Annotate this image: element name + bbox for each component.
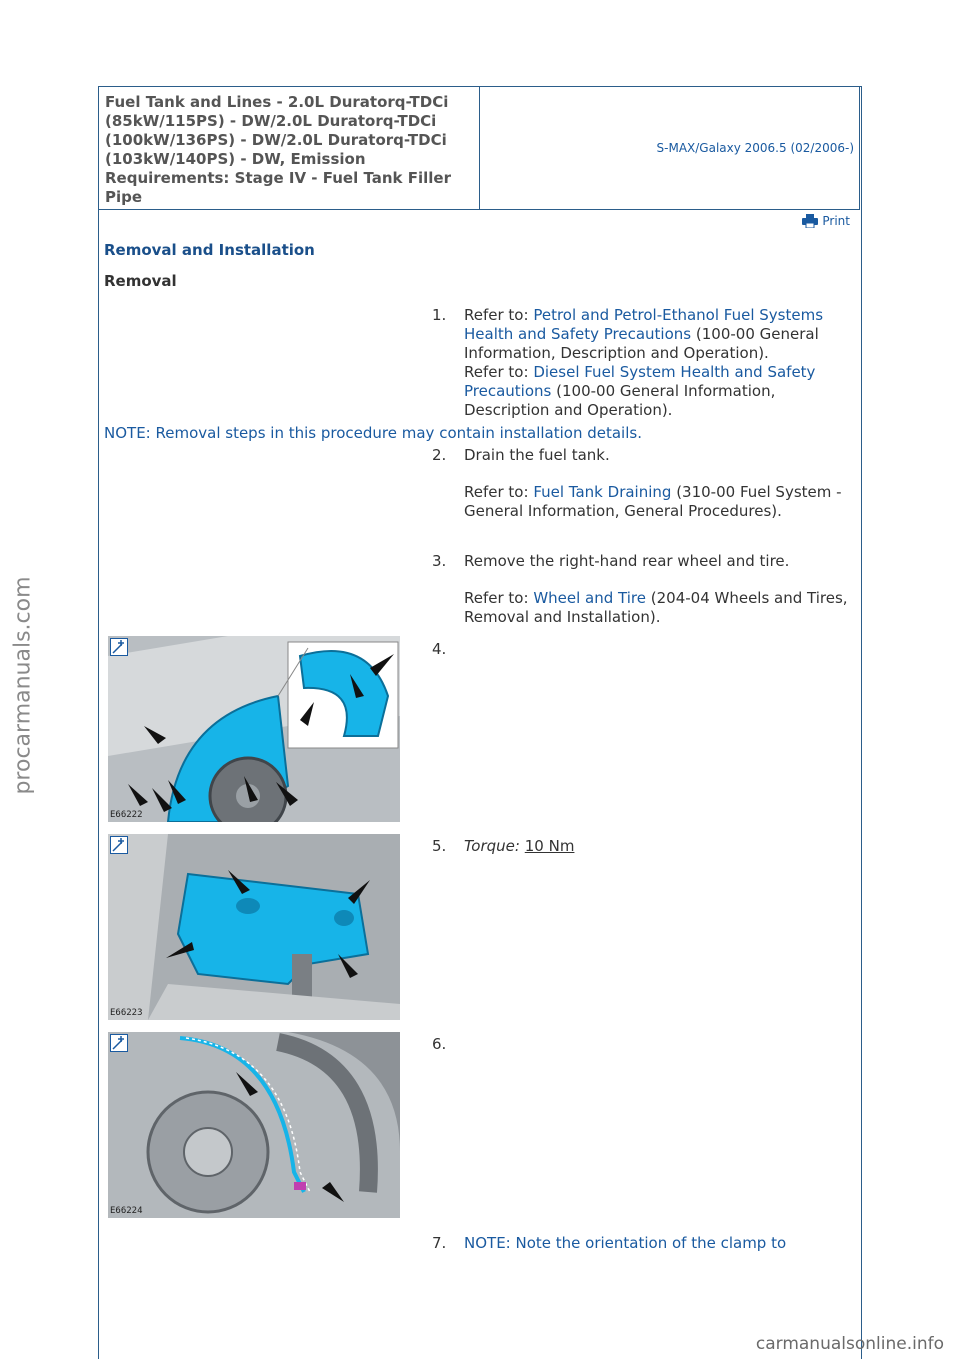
- step-number: 4.: [432, 640, 447, 658]
- refer-label: Refer to:: [464, 306, 529, 324]
- figure-e66224[interactable]: [108, 1032, 400, 1218]
- step-number: 6.: [432, 1035, 447, 1053]
- link-fuel-tank-draining[interactable]: Fuel Tank Draining: [533, 483, 672, 501]
- printer-icon: [802, 214, 818, 228]
- refer-label: Refer to:: [464, 483, 529, 501]
- zoom-icon[interactable]: [110, 836, 128, 854]
- print-button[interactable]: [802, 214, 850, 228]
- figure-code: E66223: [110, 1008, 143, 1018]
- print-label: Print: [822, 214, 850, 228]
- side-watermark-text: procarmanuals.com: [10, 575, 36, 795]
- step-body: [464, 552, 854, 627]
- reference-tail: (204-04 Wheels and Tires, Removal and Installation).: [464, 589, 848, 626]
- document-title: Fuel Tank and Lines - 2.0L Duratorq-TDCi (85kW/115PS) - DW/2.0L Duratorq-TDCi (100kW/136PS) - DW/2.0L Duratorq-TDCi (103kW/140PS) - DW, Emission Requirements: Stage IV - Fuel Tank Filler Pipe: [105, 93, 451, 206]
- figure-e66223[interactable]: [108, 834, 400, 1020]
- link-wheel-and-tire[interactable]: Wheel and Tire: [533, 589, 646, 607]
- link-diesel-safety[interactable]: Diesel Fuel System Health and Safety Precautions: [464, 363, 816, 400]
- reference-tail: (310-00 Fuel System - General Information, General Procedures).: [464, 483, 842, 520]
- document-header: [98, 86, 860, 210]
- step-number: 7.: [432, 1234, 447, 1252]
- step-number: 1.: [432, 306, 447, 324]
- reference-tail: (100-00 General Information, Description and Operation).: [464, 382, 776, 419]
- step-body: [464, 837, 854, 856]
- link-petrol-safety[interactable]: Petrol and Petrol-Ethanol Fuel Systems Health and Safety Precautions: [464, 306, 824, 343]
- note-removal-details: NOTE: Removal steps in this procedure may contain installation details.: [104, 424, 642, 442]
- figure-e66222[interactable]: [108, 636, 400, 822]
- reference-tail: (100-00 General Information, Description and Operation).: [464, 325, 819, 362]
- illustration-wheel-arch-liner: [108, 636, 400, 822]
- step-body: [464, 306, 854, 420]
- step-text: Drain the fuel tank.: [464, 446, 610, 464]
- figure-code: E66222: [110, 810, 143, 820]
- vehicle-model: S-MAX/Galaxy 2006.5 (02/2006-): [656, 141, 854, 155]
- torque-value: 10 Nm: [524, 837, 575, 855]
- figure-code: E66224: [110, 1206, 143, 1216]
- step-text: Remove the right-hand rear wheel and tire.: [464, 552, 790, 570]
- zoom-icon[interactable]: [110, 638, 128, 656]
- bottom-watermark: carmanualsonline.info: [755, 1334, 944, 1354]
- illustration-fuel-tank-shield: [108, 834, 400, 1020]
- illustration-fuel-line-routing: [108, 1032, 400, 1218]
- side-watermark: [8, 520, 38, 850]
- step-note: NOTE: Note the orientation of the clamp to: [464, 1234, 787, 1252]
- step-number: 3.: [432, 552, 447, 570]
- torque-label: Torque:: [464, 837, 520, 855]
- section-title: Removal and Installation: [104, 241, 315, 259]
- step-body: [464, 446, 854, 521]
- refer-label: Refer to:: [464, 363, 529, 381]
- step-number: 5.: [432, 837, 447, 855]
- refer-label: Refer to:: [464, 589, 529, 607]
- zoom-icon[interactable]: [110, 1034, 128, 1052]
- subsection-title: Removal: [104, 272, 177, 290]
- step-number: 2.: [432, 446, 447, 464]
